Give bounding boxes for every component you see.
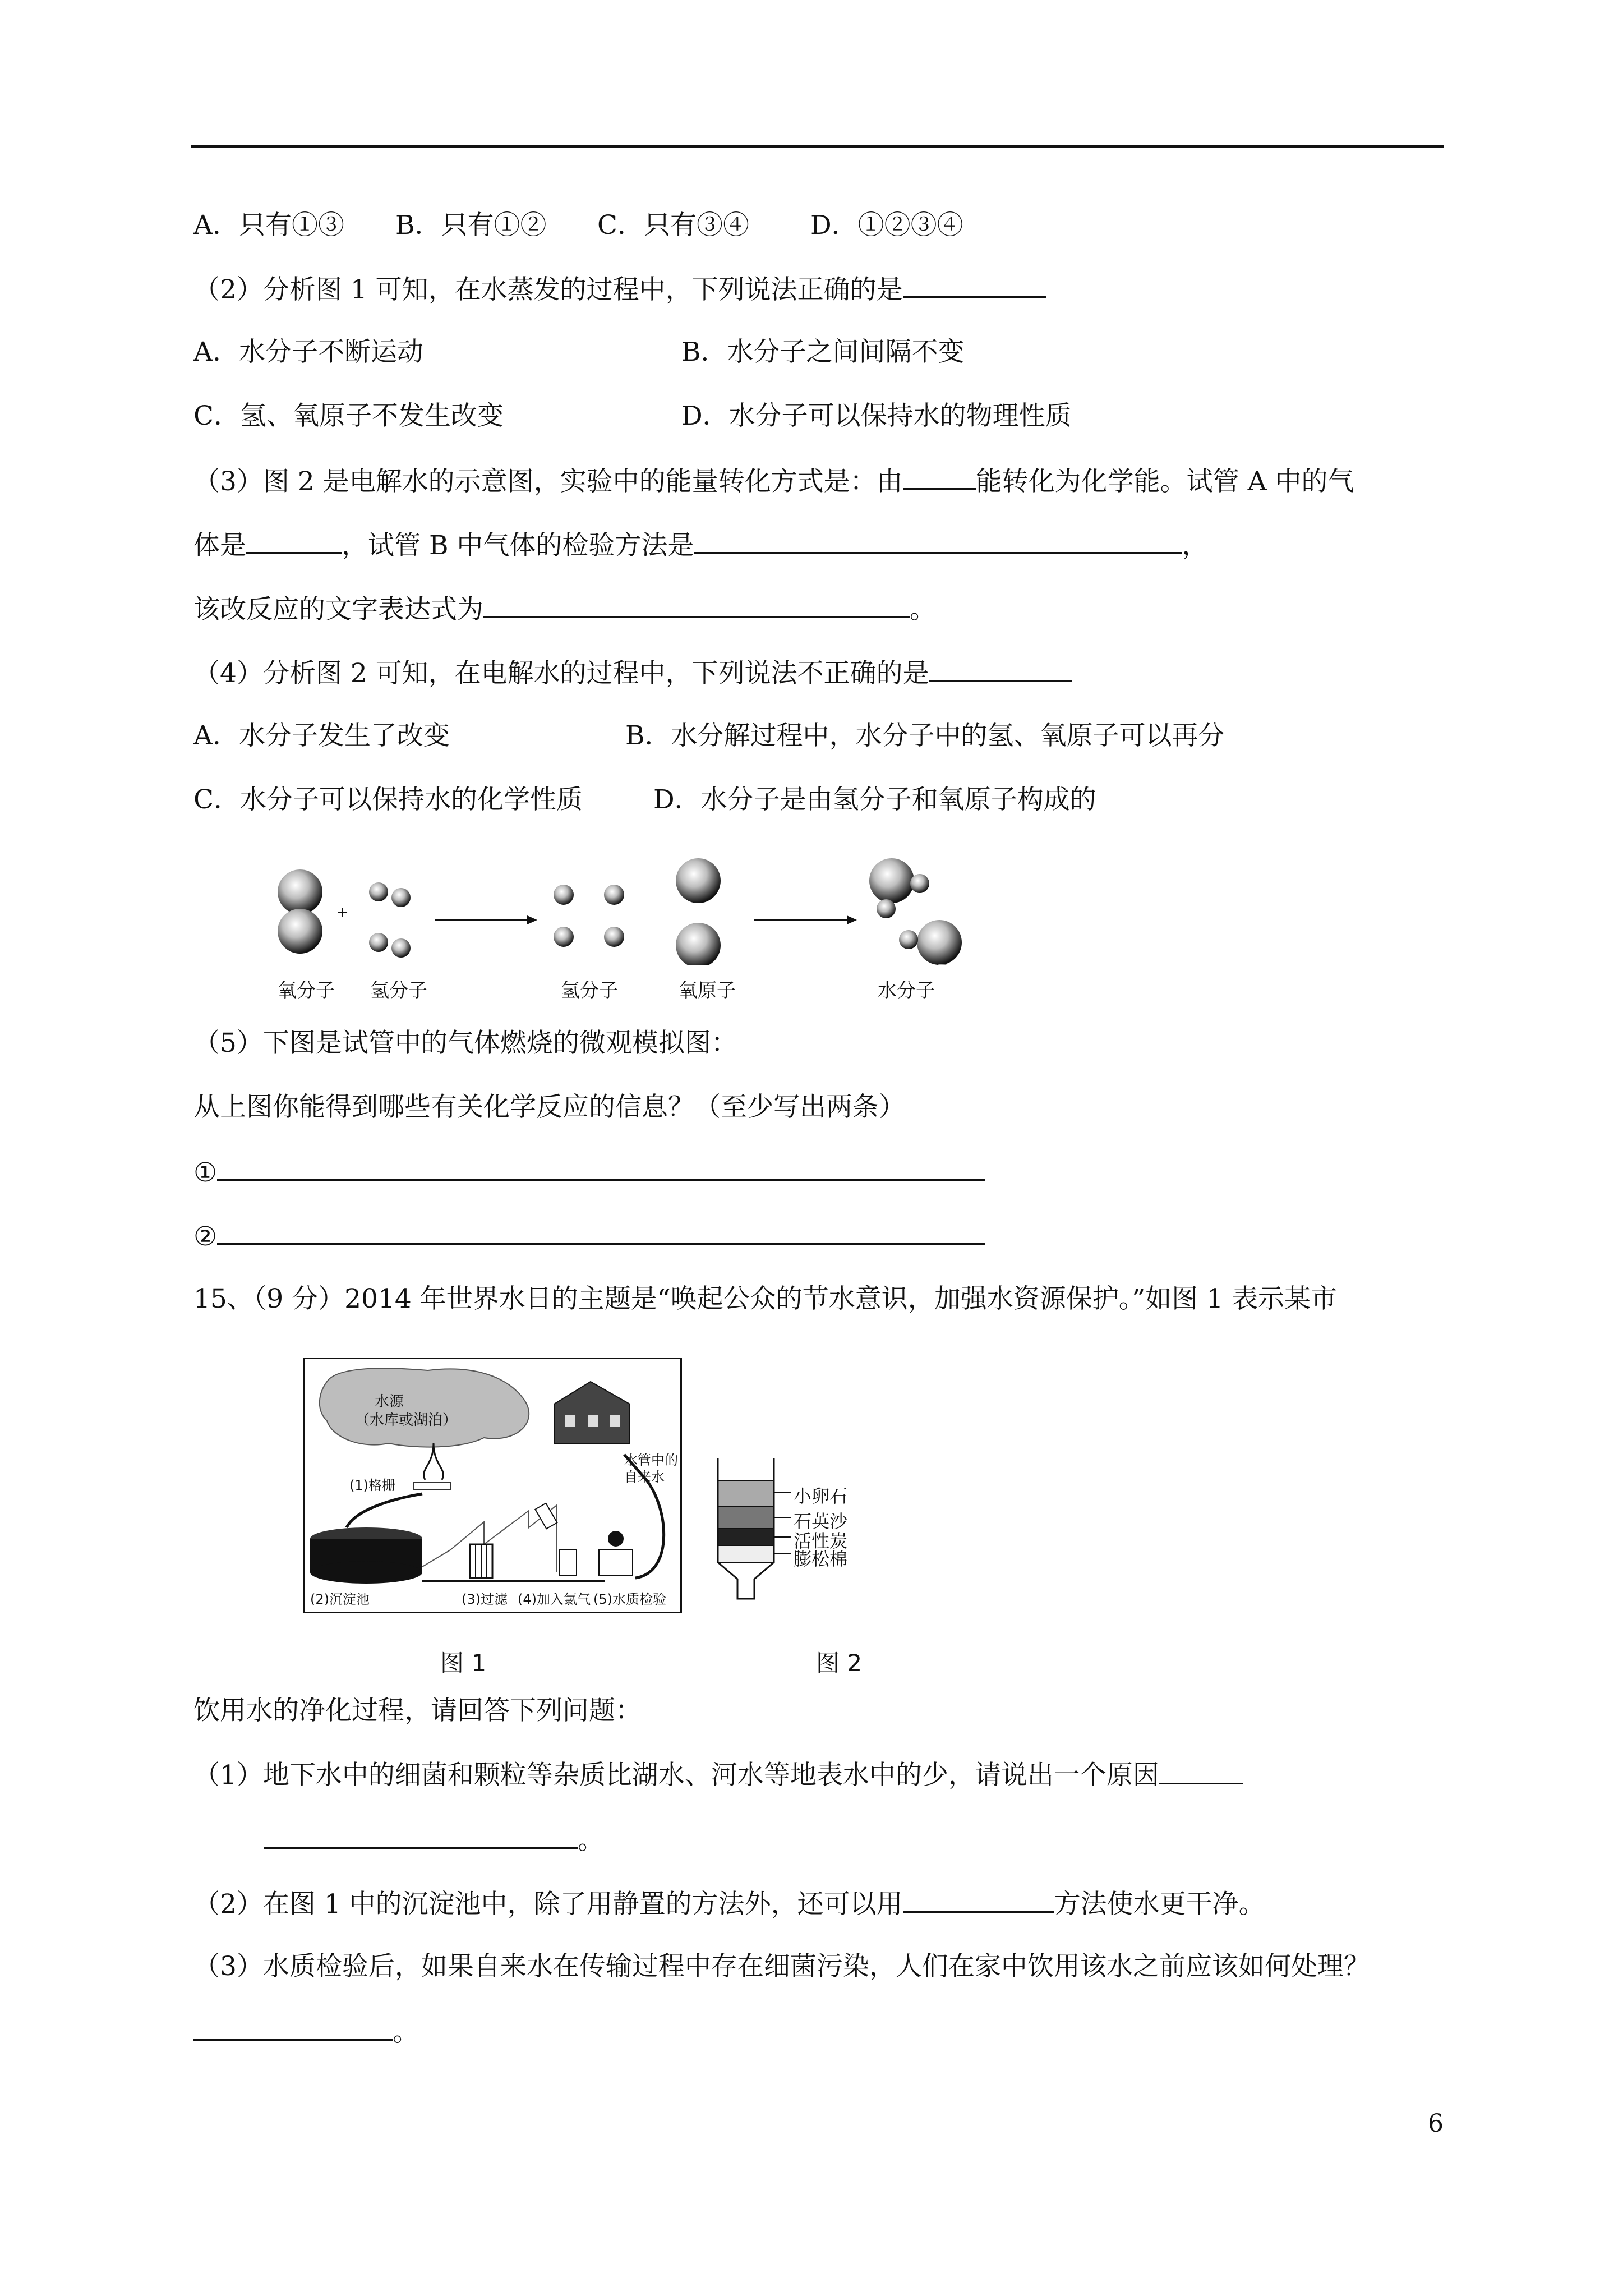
figure-1-water-treatment bbox=[303, 1358, 682, 1613]
answer-blank[interactable] bbox=[694, 527, 1182, 554]
hydrogen-atom bbox=[910, 874, 929, 893]
oxygen-atom bbox=[676, 858, 721, 903]
q15-continuation: 饮用水的净化过程，请回答下列问题： bbox=[193, 1695, 642, 1726]
label-quartz-sand: 石英沙 bbox=[794, 1511, 848, 1532]
label-filtration: (3)过滤 bbox=[462, 1591, 508, 1607]
question-text: 。 bbox=[578, 1825, 604, 1856]
house bbox=[554, 1382, 630, 1443]
question-text: 体是 bbox=[193, 530, 246, 561]
option-c: C．水分子可以保持水的化学性质 bbox=[193, 784, 583, 815]
inspector bbox=[608, 1531, 624, 1547]
hydrogen-atom bbox=[899, 930, 918, 949]
hydrogen-atom bbox=[391, 938, 411, 958]
option-b: B．水分子之间间隔不变 bbox=[681, 337, 965, 367]
q15-p1-answer bbox=[264, 1822, 604, 1857]
plus-sign: + bbox=[336, 904, 349, 921]
figure-2-caption: 图 2 bbox=[816, 1649, 863, 1677]
hydrogen-atom bbox=[554, 885, 574, 905]
q14-p5-answer-1 bbox=[193, 1154, 985, 1190]
q15-p1-stem bbox=[193, 1758, 1243, 1792]
q15-p2 bbox=[193, 1886, 1265, 1921]
label-oxygen-molecule: 氧分子 bbox=[278, 979, 335, 1002]
arrow-head bbox=[847, 915, 857, 924]
arrow-head bbox=[527, 915, 537, 924]
q14-p5-question: 从上图你能得到哪些有关化学反应的信息？（至少写出两条） bbox=[193, 1092, 905, 1122]
item-number: ② bbox=[193, 1221, 218, 1252]
hydrogen-atom bbox=[604, 927, 624, 947]
question-text: 方法使水更干净。 bbox=[1054, 1889, 1265, 1920]
question-text: （3）图 2 是电解水的示意图，实验中的能量转化方式是：由 bbox=[193, 466, 903, 497]
quartz-sand-layer bbox=[718, 1506, 774, 1529]
q14-p2-stem bbox=[193, 272, 1046, 307]
label-oxygen-atom: 氧原子 bbox=[679, 979, 736, 1002]
answer-blank[interactable] bbox=[903, 463, 976, 490]
option-b: B．水分解过程中，水分子中的氢、氧原子可以再分 bbox=[625, 720, 1225, 751]
oxygen-atom bbox=[278, 909, 322, 954]
oxygen-atom bbox=[917, 920, 962, 965]
hydrogen-atom bbox=[877, 899, 896, 918]
answer-blank[interactable] bbox=[217, 1154, 985, 1181]
label-water-source: 水源 bbox=[375, 1393, 404, 1410]
label-add-chlorine: (4)加入氯气 bbox=[518, 1591, 591, 1607]
answer-blank[interactable] bbox=[217, 1218, 985, 1245]
question-text: （1）地下水中的细菌和颗粒等杂质比湖水、河水等地表水中的少，请说出一个原因 bbox=[193, 1760, 1159, 1791]
question-text: 能转化为化学能。试管 A 中的气 bbox=[975, 466, 1354, 497]
label-pipe-water-1: 水管中的 bbox=[624, 1452, 678, 1468]
label-pipe-water-2: 自来水 bbox=[624, 1469, 665, 1485]
option-d: D．水分子是由氢分子和氧原子构成的 bbox=[653, 784, 1096, 815]
figure-2-water-filter bbox=[707, 1453, 920, 1632]
option-c: C．只有③④ bbox=[597, 210, 749, 241]
hydrogen-atom bbox=[604, 885, 624, 905]
question-text: 该改反应的文字表达式为 bbox=[193, 594, 483, 625]
oxygen-atom bbox=[278, 869, 322, 914]
label-quality-check: (5)水质检验 bbox=[593, 1591, 666, 1607]
label-sedimentation: (2)沉淀池 bbox=[310, 1591, 370, 1607]
activated-carbon-layer bbox=[718, 1529, 774, 1545]
label-grille: (1)格栅 bbox=[349, 1478, 395, 1493]
label-hydrogen: 氢分子 bbox=[561, 979, 618, 1002]
option-d: D．①②③④ bbox=[810, 210, 963, 241]
label-water-source-sub: （水库或湖泊） bbox=[355, 1412, 458, 1429]
molecule-reaction-diagram bbox=[264, 853, 993, 1010]
question-text: ， bbox=[1182, 530, 1209, 561]
oxygen-atom bbox=[676, 923, 721, 965]
answer-blank[interactable] bbox=[264, 1822, 578, 1849]
q15-intro: 15、（9 分）2014 年世界水日的主题是“唤起公众的节水意识，加强水资源保护。”如图 1 表示某市 bbox=[193, 1283, 1338, 1314]
question-text: （2）分析图 1 可知，在水蒸发的过程中，下列说法正确的是 bbox=[193, 274, 903, 305]
question-text: 。 bbox=[910, 594, 936, 625]
hydrogen-atom bbox=[391, 888, 411, 907]
hydrogen-atom bbox=[369, 882, 388, 901]
grille bbox=[414, 1483, 450, 1489]
answer-blank[interactable] bbox=[193, 2014, 393, 2041]
answer-blank[interactable] bbox=[483, 591, 910, 618]
question-text: 。 bbox=[393, 2017, 419, 2047]
cotton-layer bbox=[718, 1545, 774, 1562]
pebble-layer bbox=[718, 1481, 774, 1506]
oxygen-atom bbox=[869, 858, 914, 903]
answer-blank[interactable] bbox=[929, 655, 1072, 682]
answer-blank[interactable] bbox=[1159, 1758, 1243, 1784]
page-number: 6 bbox=[1428, 2109, 1444, 2138]
q14-p5-stem: （5）下图是试管中的气体燃烧的微观模拟图： bbox=[193, 1028, 737, 1059]
answer-blank[interactable] bbox=[903, 1886, 1054, 1913]
q14-p4-stem bbox=[193, 655, 1072, 691]
header-rule bbox=[191, 145, 1444, 148]
item-number: ① bbox=[193, 1157, 218, 1188]
option-a: A．水分子发生了改变 bbox=[193, 720, 450, 751]
q14-p3-line3 bbox=[193, 591, 936, 627]
reaction-svg bbox=[264, 853, 993, 965]
water-source-cloud bbox=[320, 1368, 529, 1447]
figure-1-caption: 图 1 bbox=[440, 1649, 487, 1677]
question-text: （4）分析图 2 可知，在电解水的过程中，下列说法不正确的是 bbox=[193, 658, 929, 689]
answer-blank[interactable] bbox=[246, 527, 342, 554]
option-a: A．水分子不断运动 bbox=[193, 337, 423, 367]
hydrogen-atom bbox=[554, 927, 574, 947]
label-hydrogen-molecule: 氢分子 bbox=[370, 979, 427, 1002]
hydrogen-atom bbox=[369, 933, 388, 952]
option-d: D．水分子可以保持水的物理性质 bbox=[681, 401, 1072, 431]
label-cotton: 膨松棉 bbox=[794, 1548, 848, 1570]
label-pebbles: 小卵石 bbox=[794, 1485, 848, 1507]
option-b: B．只有①② bbox=[395, 210, 547, 241]
question-text: （2）在图 1 中的沉淀池中，除了用静置的方法外，还可以用 bbox=[193, 1889, 903, 1920]
q15-p3-answer bbox=[193, 2014, 419, 2049]
option-c: C．氢、氧原子不发生改变 bbox=[193, 401, 504, 431]
q14-p3-line2 bbox=[193, 527, 1208, 563]
label-activated-carbon: 活性炭 bbox=[794, 1530, 848, 1552]
label-water-molecule: 水分子 bbox=[878, 979, 935, 1002]
answer-blank[interactable] bbox=[903, 272, 1046, 298]
option-a: A．只有①③ bbox=[193, 210, 344, 241]
question-text: ，试管 B 中气体的检验方法是 bbox=[342, 530, 694, 561]
q14-p5-answer-2 bbox=[193, 1218, 985, 1254]
q14-p3-line1 bbox=[193, 463, 1354, 499]
q15-p3-stem: （3）水质检验后，如果自来水在传输过程中存在细菌污染，人们在家中饮用该水之前应该如何处理？ bbox=[193, 1951, 1370, 1982]
